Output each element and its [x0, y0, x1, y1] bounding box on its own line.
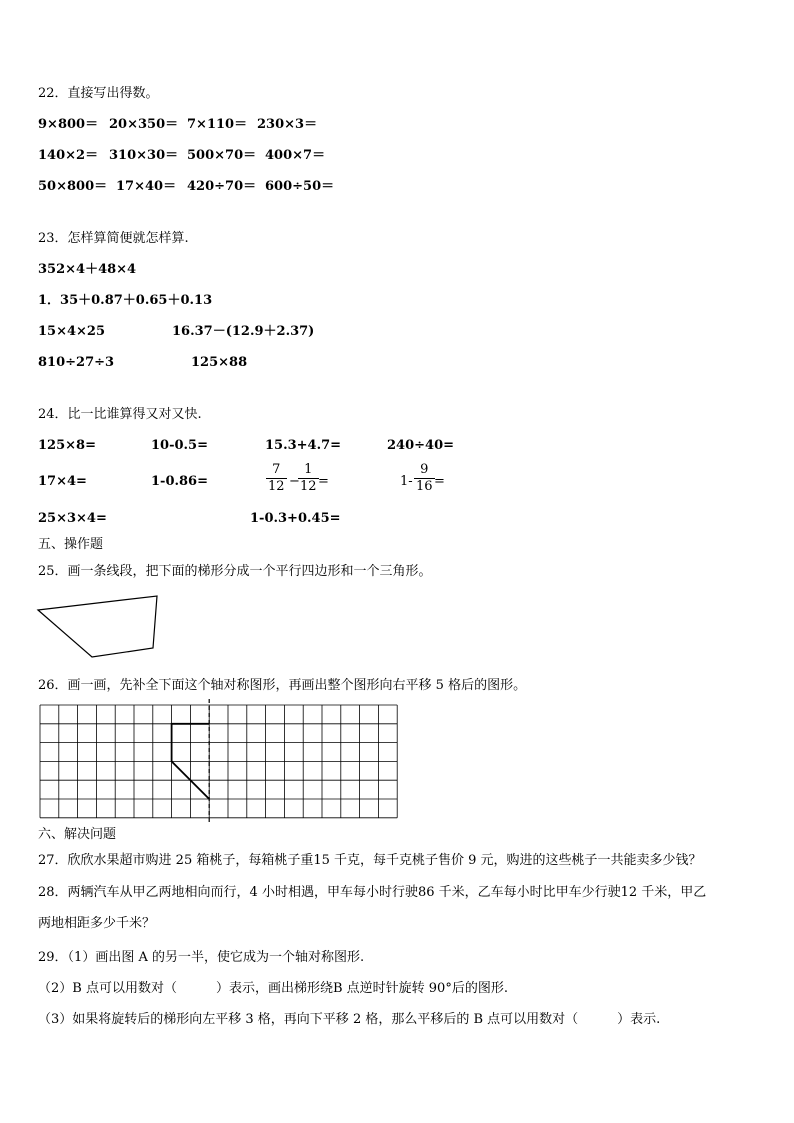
calc-item: 400×7＝	[265, 148, 326, 163]
q27-text: 27．欣欣水果超市购进 25 箱桃子，每箱桃子重15 千克，每千克桃子售价 9 元，购进的这些桃子一共能卖多少钱？	[38, 853, 702, 868]
calc-item: 600÷50＝	[265, 179, 335, 194]
section-heading: 五、操作题	[38, 537, 104, 552]
q24-title: 24．比一比谁算得又对又快.	[38, 407, 202, 422]
calc-item: 230×3＝	[257, 117, 318, 132]
calc-item: 352×4＋48×4	[38, 262, 137, 277]
calc-item: 16.37－(12.9＋2.37)	[172, 324, 315, 339]
calc-item: 140×2＝	[38, 148, 99, 163]
fraction-numerator: 1	[304, 462, 313, 477]
calc-item: 10-0.5=	[151, 438, 208, 453]
q29-part1: 29．（1）画出图 A 的另一半，使它成为一个轴对称图形.	[38, 950, 365, 965]
q22-title: 22．直接写出得数。	[38, 86, 159, 101]
calc-item: 15.3+4.7=	[265, 438, 342, 453]
section-heading: 六、解决问题	[38, 827, 117, 842]
calc-item: 1-0.3+0.45=	[250, 511, 341, 526]
calc-item: 50×800＝	[38, 179, 108, 194]
fraction-denominator: 12	[268, 479, 285, 494]
equals-sign: =	[318, 474, 329, 489]
calc-item: 125×88	[191, 355, 248, 370]
fraction-numerator: 7	[272, 462, 281, 477]
fraction-denominator: 16	[416, 479, 433, 494]
calc-item: 9×800＝	[38, 117, 99, 132]
calc-item: 125×8=	[38, 438, 96, 453]
calc-item: 25×3×4=	[38, 511, 107, 526]
calc-item: 1-0.86=	[151, 474, 208, 489]
calc-item: 810÷27÷3	[38, 355, 115, 370]
fraction-denominator: 12	[300, 479, 317, 494]
calc-item: 20×350＝	[109, 117, 179, 132]
calc-item: 1．35＋0.87＋0.65＋0.13	[38, 293, 213, 308]
calc-item: 17×4=	[38, 474, 87, 489]
equals-sign: =	[434, 474, 445, 489]
q23-title: 23．怎样算简便就怎样算.	[38, 231, 189, 246]
fraction-numerator: 9	[420, 462, 429, 477]
calc-item: 15×4×25	[38, 324, 106, 339]
calc-item: 310×30＝	[109, 148, 179, 163]
q28-line2: 两地相距多少千米？	[38, 916, 156, 931]
calc-item: 7×110＝	[187, 117, 248, 132]
q25-text: 25．画一条线段，把下面的梯形分成一个平行四边形和一个三角形。	[38, 564, 432, 579]
q26-text: 26．画一画，先补全下面这个轴对称图形，再画出整个图形向右平移 5 格后的图形。	[38, 678, 527, 693]
one-minus: 1-	[400, 474, 413, 489]
calc-item: 500×70＝	[187, 148, 257, 163]
calc-item: 240÷40=	[387, 438, 455, 453]
q29-part3: （3）如果将旋转后的梯形向左平移 3 格，再向下平移 2 格，那么平移后的 B 点可以用数对（ ）表示.	[38, 1012, 661, 1027]
calc-item: 17×40＝	[116, 179, 177, 194]
minus-sign: −	[289, 474, 300, 489]
calc-item: 420÷70＝	[187, 179, 257, 194]
q28-line1: 28．两辆汽车从甲乙两地相向而行，4 小时相遇，甲车每小时行驶86 千米，乙车每小时比甲车少行驶12 千米，甲乙	[38, 885, 707, 900]
q29-part2: （2）B 点可以用数对（ ）表示，画出梯形绕B 点逆时针旋转 90°后的图形.	[38, 981, 508, 996]
